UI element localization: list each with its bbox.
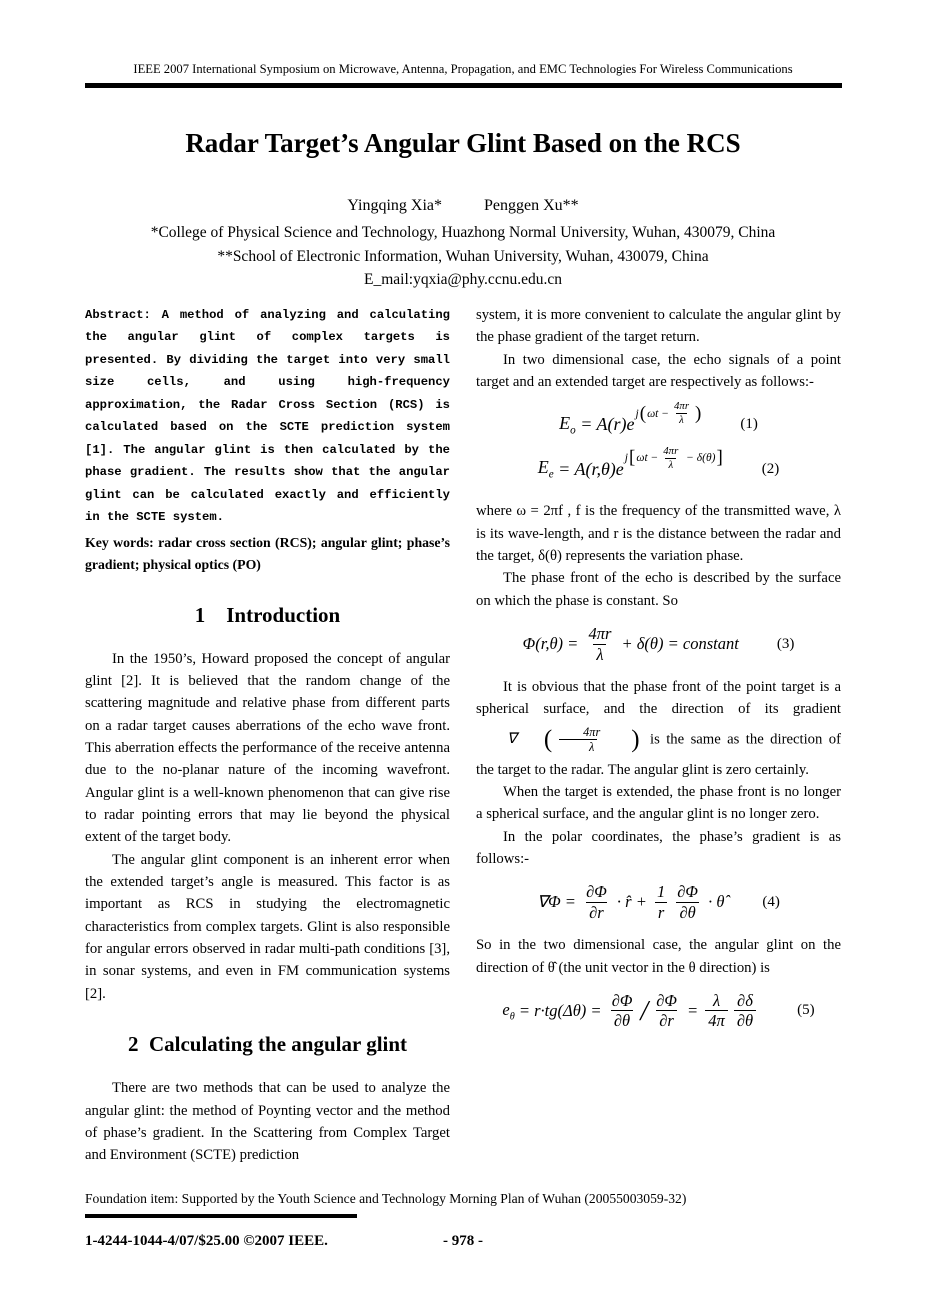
right-paragraph-5-post: is the same as the direction of the target to the radar. The angular glint is zero certainly. (476, 731, 841, 778)
keywords-text: Key words: radar cross section (RCS); angular glint; phase’s gradient; physical optics (PO) (85, 534, 450, 572)
right-paragraph-1: system, it is more convenient to calculate the angular glint by the phase gradient of the target return. (476, 307, 841, 346)
page-number: - 978 - (443, 1233, 483, 1249)
right-paragraph-3: where ω = 2πf , f is the frequency of the transmitted wave, λ is its wave-length, and r is the distance between the radar and the target, δ(θ) represents the variation phase. (476, 503, 841, 564)
right-paragraph-6: When the target is extended, the phase front is no longer a spherical surface, and the angular glint is no longer zero. (476, 784, 841, 823)
inline-gradient-expression: ∇ ( $\frac{4\pi r}{\lambda}$ ) (480, 721, 640, 759)
equation-4: ∇Φ = $\frac{\partial\Phi}{\partial r}$ · r̂ + $\frac{1}{r}$ $\frac{\partial\Phi}{\partial\theta}$ · θ̂ (4) (537, 882, 780, 922)
affiliation-1: *College of Physical Science and Technology, Huazhong Normal University, Wuhan, 430079, China (150, 224, 776, 241)
two-column-layout (85, 304, 842, 1167)
right-paragraph-2: In two dimensional case, the echo signals of a point target and an extended target are respectively as follows:- (476, 351, 841, 391)
equation-2-lhs: $E_e$ (537, 457, 554, 481)
header-rule (85, 83, 842, 88)
fraction: $\frac{4\pi r}{\lambda}$ (674, 400, 690, 427)
equation-1-number: (1) (740, 416, 758, 433)
equation-1-lhs: $E_o$ (559, 412, 576, 437)
right-paragraph-4: The phase front of the echo is described by the surface on which the phase is constant. So (476, 570, 841, 609)
email-address: E_mail:yqxia@phy.ccnu.edu.cn (364, 271, 562, 288)
abstract-text: Abstract: A method of analyzing and calculating the angular glint of complex targets is presented. By dividing the target into very small size cells, and using high-frequency approximation, the Radar Cross Section (RCS) is calculated based on the SCTE prediction system [1]. The angular glint is then calculated by the phase gradient. The results show that the angular glint can be calculated exactly and efficiently in the SCTE system. (85, 308, 450, 525)
foundation-note: Foundation item: Supported by the Youth Science and Technology Morning Plan of Wuhan (20055003059-32) (85, 1191, 687, 1206)
affiliation-2: **School of Electronic Information, Wuhan University, Wuhan, 430079, China (217, 248, 709, 265)
fraction: $\frac{\partial\Phi}{\partial\theta}$ (677, 882, 698, 922)
equation-2: $E_e$ = A(r,θ)e j [ ωt − $\frac{4\pi r}{\lambda}$ − δ(θ) ] (2) (537, 444, 780, 481)
right-paragraph-7: In the polar coordinates, the phase’s gradient is as follows:- (476, 828, 841, 868)
right-paragraph-5 (476, 676, 841, 781)
paper-title: Radar Target’s Angular Glint Based on the RCS (185, 128, 741, 158)
author-1: Yingqing Xia* (347, 197, 442, 214)
fraction: $\frac{4\pi r}{\lambda}$ (553, 725, 603, 755)
left-column (85, 304, 450, 1167)
footnote-rule (85, 1214, 357, 1218)
section-2-heading: 2 Calculating the angular glint (127, 1032, 408, 1057)
section-1-heading: 1 Introduction (194, 602, 341, 627)
fraction: $\frac{4\pi r}{\lambda}$ (663, 444, 679, 471)
intro-paragraph-1: In the 1950’s, Howard proposed the concept of angular glint [2]. It is believed that the random change of the scattering magnitude and relative phase from different parts on a radar target causes aberrations of the echo wave front. This aberration effects the performance of the receive antenna due to the no-planar nature of the incoming wavefront. Angular glint is a well-known phenomenon that can give rise to radar pointing errors that may lie beyond the physical extent of the target body. (85, 650, 450, 846)
right-column (476, 304, 841, 1167)
fraction: $\frac{\partial\Phi}{\partial\theta}$ (611, 991, 633, 1031)
nabla-symbol: ∇ (507, 731, 517, 748)
fraction: $\frac{\partial\Phi}{\partial r}$ (656, 991, 677, 1031)
equation-1: $E_o$ = A(r)e j ( ωt − $\frac{4\pi r}{\lambda}$ ) (1) (559, 400, 758, 437)
fraction: $\frac{\partial\Phi}{\partial r}$ (586, 882, 607, 922)
intro-paragraph-2: The angular glint component is an inherent error when the extended target’s angle is measured. This factor is as important as RCS in studying the electromagnetic characteristics from complex targets. Glint is also responsible for angular errors observed in radar multi-path conditions [3], in sonar systems, and even in FM communication systems [2]. (85, 851, 450, 1002)
equation-3: Φ(r,θ) = $\frac{4\pi r}{\lambda}$ + δ(θ) = constant (3) (522, 624, 795, 664)
equation-2-number: (2) (761, 460, 780, 477)
equation-3-number: (3) (776, 635, 795, 652)
equation-5: $e_\theta$ = r·tg(Δθ) = $\frac{\partial\Phi}{\partial\theta}$ / $\frac{\partial\Phi}{\partial r}$ = $\frac{\lambda}{4\pi}$ $\frac{\partial\delta}{\partial\theta}$ (5) (502, 991, 815, 1031)
fraction: $\frac{\lambda}{4\pi}$ (705, 991, 728, 1031)
right-paragraph-5-pre: It is obvious that the phase front of the point target is a spherical surface, and the direction of its gradient (476, 678, 841, 718)
copyright-notice: 1-4244-1044-4/07/$25.00 ©2007 IEEE. (85, 1233, 328, 1249)
fraction: $\frac{4\pi r}{\lambda}$ (588, 624, 612, 664)
bottom-line (0, 1233, 926, 1250)
fraction: $\frac{1}{r}$ (654, 882, 668, 922)
division-slash: / (640, 995, 649, 1027)
equation-4-number: (4) (762, 893, 780, 910)
equation-2-exponent: j [ ωt − $\frac{4\pi r}{\lambda}$ − δ(θ) ] (624, 444, 723, 471)
equation-1-exponent: j ( ωt − $\frac{4\pi r}{\lambda}$ ) (635, 400, 702, 427)
conference-header: IEEE 2007 International Symposium on Microwave, Antenna, Propagation, and EMC Technologies For Wireless Communications (133, 62, 793, 76)
authors-line (0, 197, 926, 215)
fraction: $\frac{\partial\delta}{\partial\theta}$ (734, 991, 756, 1031)
section-2-paragraph-1: There are two methods that can be used to analyze the angular glint: the method of Poynting vector and the method of phase’s gradient. In the Scattering from Complex Target and Environment (SCTE) prediction (85, 1080, 450, 1164)
author-2: Penggen Xu** (484, 197, 579, 214)
equation-5-lhs: $e_\theta$ (502, 999, 515, 1023)
equation-5-number: (5) (797, 1002, 815, 1019)
right-paragraph-8: So in the two dimensional case, the angular glint on the direction of θ̂ (the unit vector in the θ direction) is (476, 937, 841, 976)
